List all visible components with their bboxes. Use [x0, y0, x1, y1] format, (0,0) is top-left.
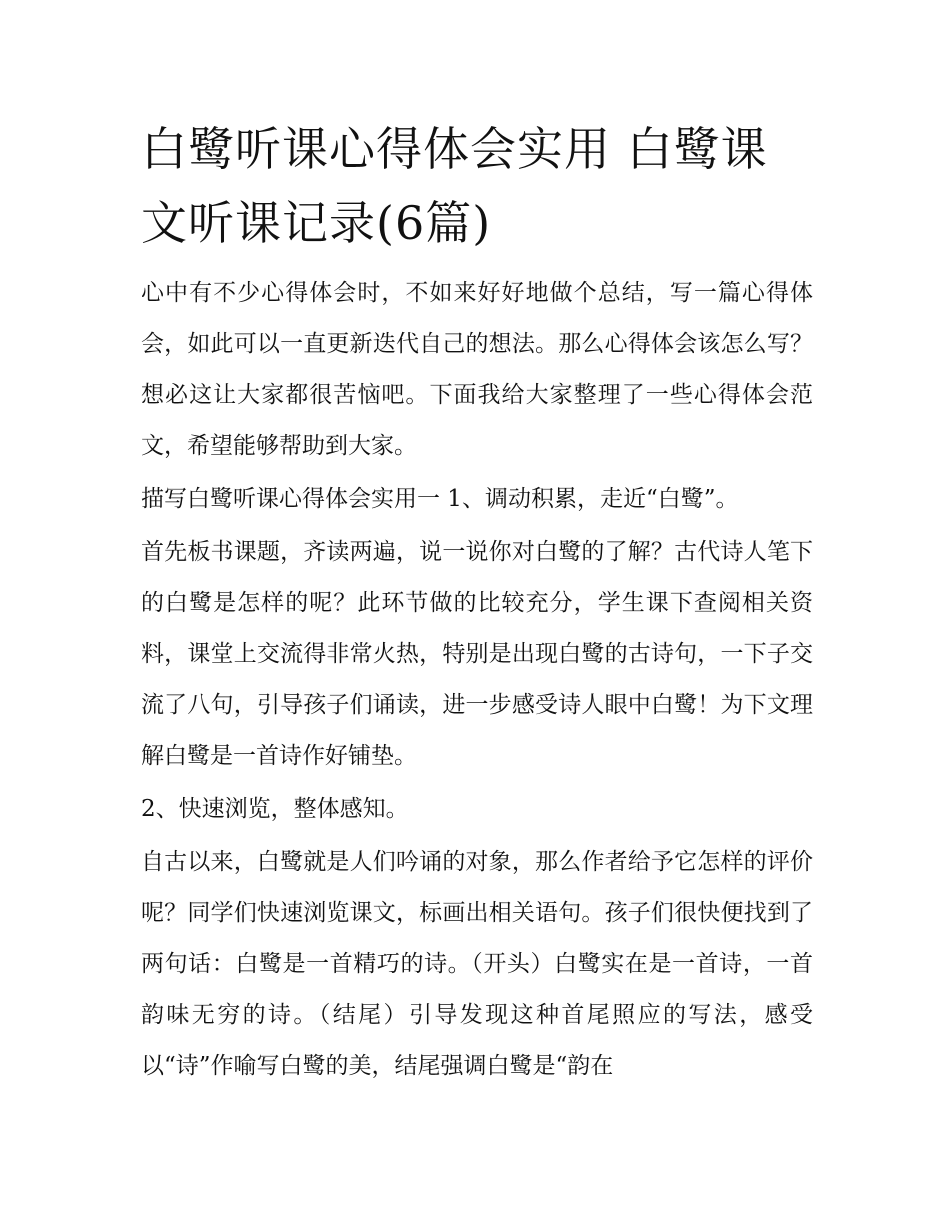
paragraph-step-two-heading: 2、快速浏览，整体感知。: [141, 796, 409, 822]
paragraph-step-one: 首先板书课题，齐读两遍，说一说你对白鹭的了解？古代诗人笔下的白鹭是怎样的呢？此环节做的比较充分，学生课下查阅相关资料，课堂上交流得非常火热，特别是出现白鹭的古诗句，一下子交流了八句，引导孩子们诵读，进一步感受诗人眼中白鹭！为下文理解白鹭是一首诗作好铺垫。: [141, 539, 813, 769]
document-title: 白鹭听课心得体会实用 白鹭课文听课记录(6篇): [141, 122, 768, 250]
paragraph-intro: 心中有不少心得体会时，不如来好好地做个总结，写一篇心得体会，如此可以一直更新迭代自己的想法。那么心得体会该怎么写？想必这让大家都很苦恼吧。下面我给大家整理了一些心得体会范文，希望能够帮助到大家。: [141, 280, 813, 459]
paragraph-section-heading: 描写白鹭听课心得体会实用一 1、调动积累，走近“白鹭”。: [141, 486, 739, 512]
document-body: [141, 112, 813, 1094]
paragraph-step-two: 自古以来，白鹭就是人们吟诵的对象，那么作者给予它怎样的评价呢？同学们快速浏览课文，标画出相关语句。孩子们很快便找到了两句话：白鹭是一首精巧的诗。（开头）白鹭实在是一首诗，一首韵味无穷的诗。（结尾）引导发现这种首尾照应的写法，感受以“诗”作喻写白鹭的美，结尾强调白鹭是“韵在: [141, 849, 813, 1079]
